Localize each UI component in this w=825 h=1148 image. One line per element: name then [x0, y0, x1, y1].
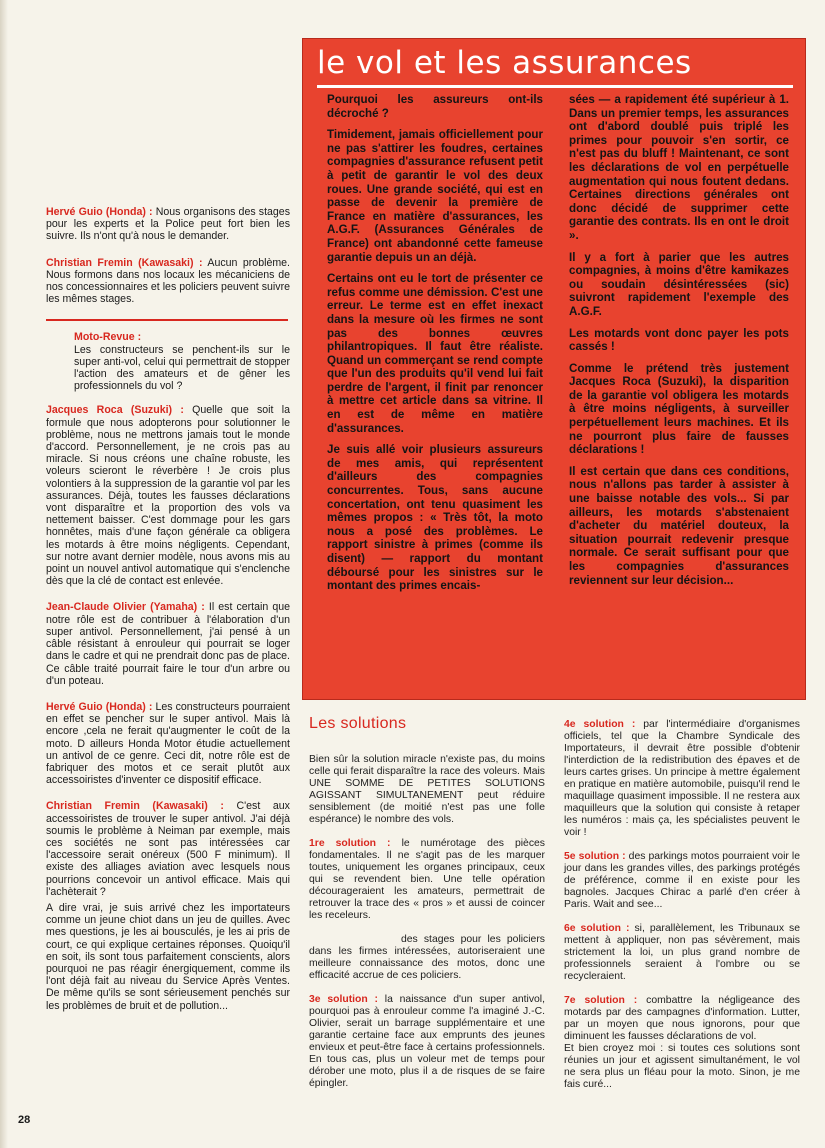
solution-paragraph — [564, 851, 800, 911]
solutions-heading: Les solutions — [309, 715, 407, 732]
speaker-name: Hervé Guio (Honda) : — [46, 700, 153, 713]
interview-block — [46, 800, 290, 898]
interviewer-name: Moto-Revue : — [74, 331, 142, 344]
interview-question — [46, 331, 290, 392]
solution-paragraph — [564, 1043, 800, 1091]
speaker-name: Jean-Claude Olivier (Yamaha) : — [46, 601, 205, 614]
speaker-text: Il est certain que notre rôle est de contribuer à l'élaboration d'un super antivol. Personnellement, j'ai pensé à un câble résistant à enrouleur qui pourrait se loger dans le cadre et qui ne prendrait donc pas de place. Ce câble traité pourrait faire le tour d'un arbre ou d'un poteau. — [46, 601, 290, 687]
page-edge-shadow — [0, 0, 8, 1148]
interview-block — [46, 404, 290, 587]
box-column-right — [569, 93, 789, 595]
question-text: Les constructeurs se penchent-ils sur le super anti-vol, celui qui permettrait de stopper l'action des amateurs et de gêner les professionnels du vol ? — [74, 343, 290, 393]
solution-heading: 4e solution : — [564, 719, 636, 730]
section-divider — [46, 319, 288, 321]
solution-heading: 5e solution : — [564, 851, 626, 862]
box-column-left — [327, 93, 543, 601]
speaker-text: Les constructeurs pourraient en effet se pencher sur le super antivol. Mais là encore ,cela ne ferait qu'augmenter le coût de la moto. D ailleurs Honda Motor étudie actuellement un antivol de ce genre. Ceci dit, notre rôle est de fabriquer des motos et ce serait plutôt aux accessoiristes d'inventer ce dispositif efficace. — [46, 700, 290, 787]
box-paragraph: Les motards vont donc payer les pots cassés ! — [569, 326, 789, 354]
speaker-text: Nous organisons des stages pour les experts et la Police peut fort bien les suivre. Ils n'ont qu'à nous le demander. — [46, 206, 290, 243]
box-paragraph: Je suis allé voir plusieurs assureurs de mes amis, qui représentent d'ailleurs des compagnies concurrentes. Tous, sans aucune concertation, ont tenu quasiment les mêmes propos : « Très tôt, la moto nous a posé des problèmes. Le rapport sinistre à primes (comme ils disent) — rapport du montant déboursé pour les sinistres sur le montant des primes encais- — [327, 443, 543, 593]
box-paragraph: Il y a fort à parier que les autres compagnies, à moins d'être kamikazes ou soudain désintéressées (sic) suivront rapidement l'exemple des A.G.F. — [569, 250, 789, 318]
interview-block — [46, 257, 290, 306]
solution-paragraph — [309, 934, 545, 982]
solution-text: si, parallèlement, les Tribunaux se mettent à appliquer, non pas sévèrement, mais strictement la loi, un plus grand nombre de professionnels seraient à l'ombre ou se recycleraient. — [564, 923, 801, 982]
interview-block — [46, 701, 290, 786]
solutions-column-right — [564, 719, 800, 1103]
page-number: 28 — [18, 1114, 31, 1126]
insurance-sidebar-box — [302, 38, 806, 700]
interview-block — [46, 206, 290, 243]
solution-heading: 7e solution : — [564, 995, 638, 1006]
interview-column — [46, 206, 290, 1026]
speaker-text: C'est aux accessoiristes de trouver le super antivol. J'ai déjà soumis le problème à Neiman par exemple, mais ces sociétés ne sont pas intéressées car l'accessoire serait onéreux (500 F minimum). Il existe des alliages aviation avec lesquels nous pourrions concevoir un antivol efficace. Mais qui l'achèterait ? — [46, 800, 290, 898]
solutions-column-left — [309, 754, 545, 1102]
box-paragraph: Il est certain que dans ces conditions, nous n'allons pas tarder à assister à une baisse notable des vols... Si par ailleurs, les motards s'abstenaient d'acheter du matériel douteux, la situation pourrait redevenir presque normale. Ce serait suffisant pour que les compagnies d'assurances reviennent sur leur décision... — [569, 464, 789, 587]
solution-text: des stages pour les policiers dans les firmes intéressées, autoriseraient une meilleure connaissance des motos, donc une efficacité accrue de ces policiers. — [309, 934, 545, 981]
box-paragraph: sées — a rapidement été supérieur à 1. Dans un premier temps, les assurances ont d'abord doublé puis triplé les primes pour pouvoir s'en sortir, ce n'est pas du bluff ! Maintenant, ce sont les déclarations de vol en perpétuelle augmentation qui nous foutent dedans. Certaines directions générales ont donc décidé de supprimer cette garantie des contrats. Ils en ont le droit ». — [569, 93, 789, 242]
speaker-name: Hervé Guio (Honda) : — [46, 206, 153, 218]
speaker-name: Christian Fremin (Kawasaki) : — [46, 256, 203, 269]
solution-text: Bien sûr la solution miracle n'existe pas, du moins celle qui ferait disparaître la race des voleurs. Mais UNE SOMME DE PETITES SOLUTIONS AGISSANT SIMULTANEMENT peut réduire sensiblement (de moitié n'est pas une folle espérance) le nombre des vols. — [309, 754, 545, 825]
speaker-text: Aucun problème. Nous formons dans nos locaux les mécaniciens de nos concessionnaires et les policiers peuvent suivre les mêmes stages. — [46, 256, 290, 306]
solution-text: le numérotage des pièces fondamentales. Il ne s'agit pas de les marquer toutes, uniquement les organes principaux, ceux qui se revendent bien. Une telle opération décourageraient les amateurs, permettrait de retrouver la trace des « pros » et aussi de coincer les receleurs. — [309, 838, 545, 921]
solution-text: par l'intermédiaire d'organismes officiels, tel que la Chambre Syndicale des Importateurs, il devrait être possible d'obtenir l'interdiction de la redistribution des épaves et de leurs cartes grises. Un principe à mettre également en pratique en matière automobile, puisqu'il rend le maquillage quasiment impossible. Il ne restera aux maquilleurs que la solution qui consiste à retaper les numéros : mais ça, les spécialistes peuvent le voir ! — [564, 719, 800, 838]
speaker-text: Quelle que soit la formule que nous adopterons pour solutionner le problème, nous ne mettrons jamais tout le monde d'accord. Personnellement, je ne crois pas au miracle. Si nous créons une chaîne robuste, les voleurs scieront le réverbère ! Je crois plus volontiers à la suppression de la garantie vol par les assurances. Déjà, toutes les fausses déclarations vont disparaître et la proportion des vols va nettement baisser. C'est dommage pour les gars honnêtes, mais d'une façon générale ca obligera les motards à être moins négligents. Cependant, sur notre avant dernier modèle, nous avons mis au point un nouvel antivol automatique qui s'enclenche dès que la clé de contact est enlevée. — [46, 404, 290, 588]
speaker-name: Christian Fremin (Kawasaki) : — [46, 800, 224, 813]
closing-text: A dire vrai, je suis arrivé chez les importateurs comme un jeune chiot dans un jeu de quilles. Avec mes questions, je les ai bousculés, je les ai pris de court, ce qui explique certaines réponses. Quoiqu'il en soit, ils sont tous parfaitement conscients, alors pourquoi ne pas réagir énergiquement, comme ils l'ont déjà fait au niveau du Service Après Ventes. De même qu'ils se sont sérieusement penchés sur les problèmes de bruit et de pollution... — [46, 901, 290, 1012]
box-title: le vol et les assurances — [317, 45, 692, 81]
solution-paragraph — [309, 994, 545, 1090]
conclusion-text: Et bien croyez moi : si toutes ces solutions sont réunies un jour et agissent simultanément, le vol ne sera plus un fléau pour la moto. Sinon, je me fais curé... — [564, 1043, 800, 1090]
interview-block — [46, 601, 290, 686]
solution-text: la naissance d'un super antivol, pourquoi pas à enrouleur comme l'a imaginé J.-C. Olivier, serait un barrage supplémentaire et une garantie certaine face aux emprunts des jeunes envieux et peut-être face à certains professionnels. En tous cas, plus un voleur met de temps pour dérober une moto, plus il a de risques de se faire épingler. — [309, 994, 545, 1089]
solution-heading: 1re solution : — [309, 838, 391, 849]
speaker-name: Jacques Roca (Suzuki) : — [46, 404, 184, 417]
solution-text: des parkings motos pourraient voir le jour dans les grandes villes, des parkings protégés de préférence, comme il en existe pour les bagnoles. Jacques Chirac a parlé d'en créer à Paris. Wait and see... — [564, 851, 801, 910]
solution-paragraph — [564, 923, 800, 983]
solution-heading: 3e solution : — [309, 994, 378, 1005]
box-paragraph: Comme le prétend très justement Jacques Roca (Suzuki), la disparition de la garantie vol obligera les motards à être moins négligents, à surveiller perpétuellement leurs machines. Et ils ne pourront plus faire de fausses déclarations ! — [569, 361, 789, 457]
box-paragraph: Pourquoi les assureurs ont-ils décroché ? — [327, 93, 543, 120]
interview-block — [46, 902, 290, 1012]
solution-heading: 6e solution : — [564, 923, 630, 934]
solution-text: combattre la négligeance des motards par des campagnes d'information. Lutter, par un moyen que nous ignorons, pour que diminuent les fausses déclarations de vol. — [564, 995, 800, 1042]
solution-paragraph — [309, 838, 545, 922]
solution-paragraph — [309, 754, 545, 826]
title-underline — [317, 85, 793, 88]
box-paragraph: Certains ont eu le tort de présenter ce refus comme une démission. C'est une erreur. Le terme est en effet inexact dans la mesure où les firmes ne sont pas des bonnes œuvres philantropiques. Il faut être réaliste. Quand un commerçant se rend compte que l'un des produits qu'il vend lui fait perdre de l'argent, il finit par renoncer à mettre cet article dans sa vitrine. Il en est de même en matière d'assurances. — [327, 272, 543, 435]
box-paragraph: Timidement, jamais officiellement pour ne pas s'attirer les foudres, certaines compagnies d'assurance refusent petit à petit de garantir le vol des deux roues. Une grande société, qui est en passe de devenir la première de France en matière d'assurances, les A.G.F. (Assurances Générales de France) ont abandonné cette fameuse garantie depuis un an déjà. — [327, 128, 543, 264]
solution-paragraph — [564, 995, 800, 1043]
solution-paragraph — [564, 719, 800, 839]
